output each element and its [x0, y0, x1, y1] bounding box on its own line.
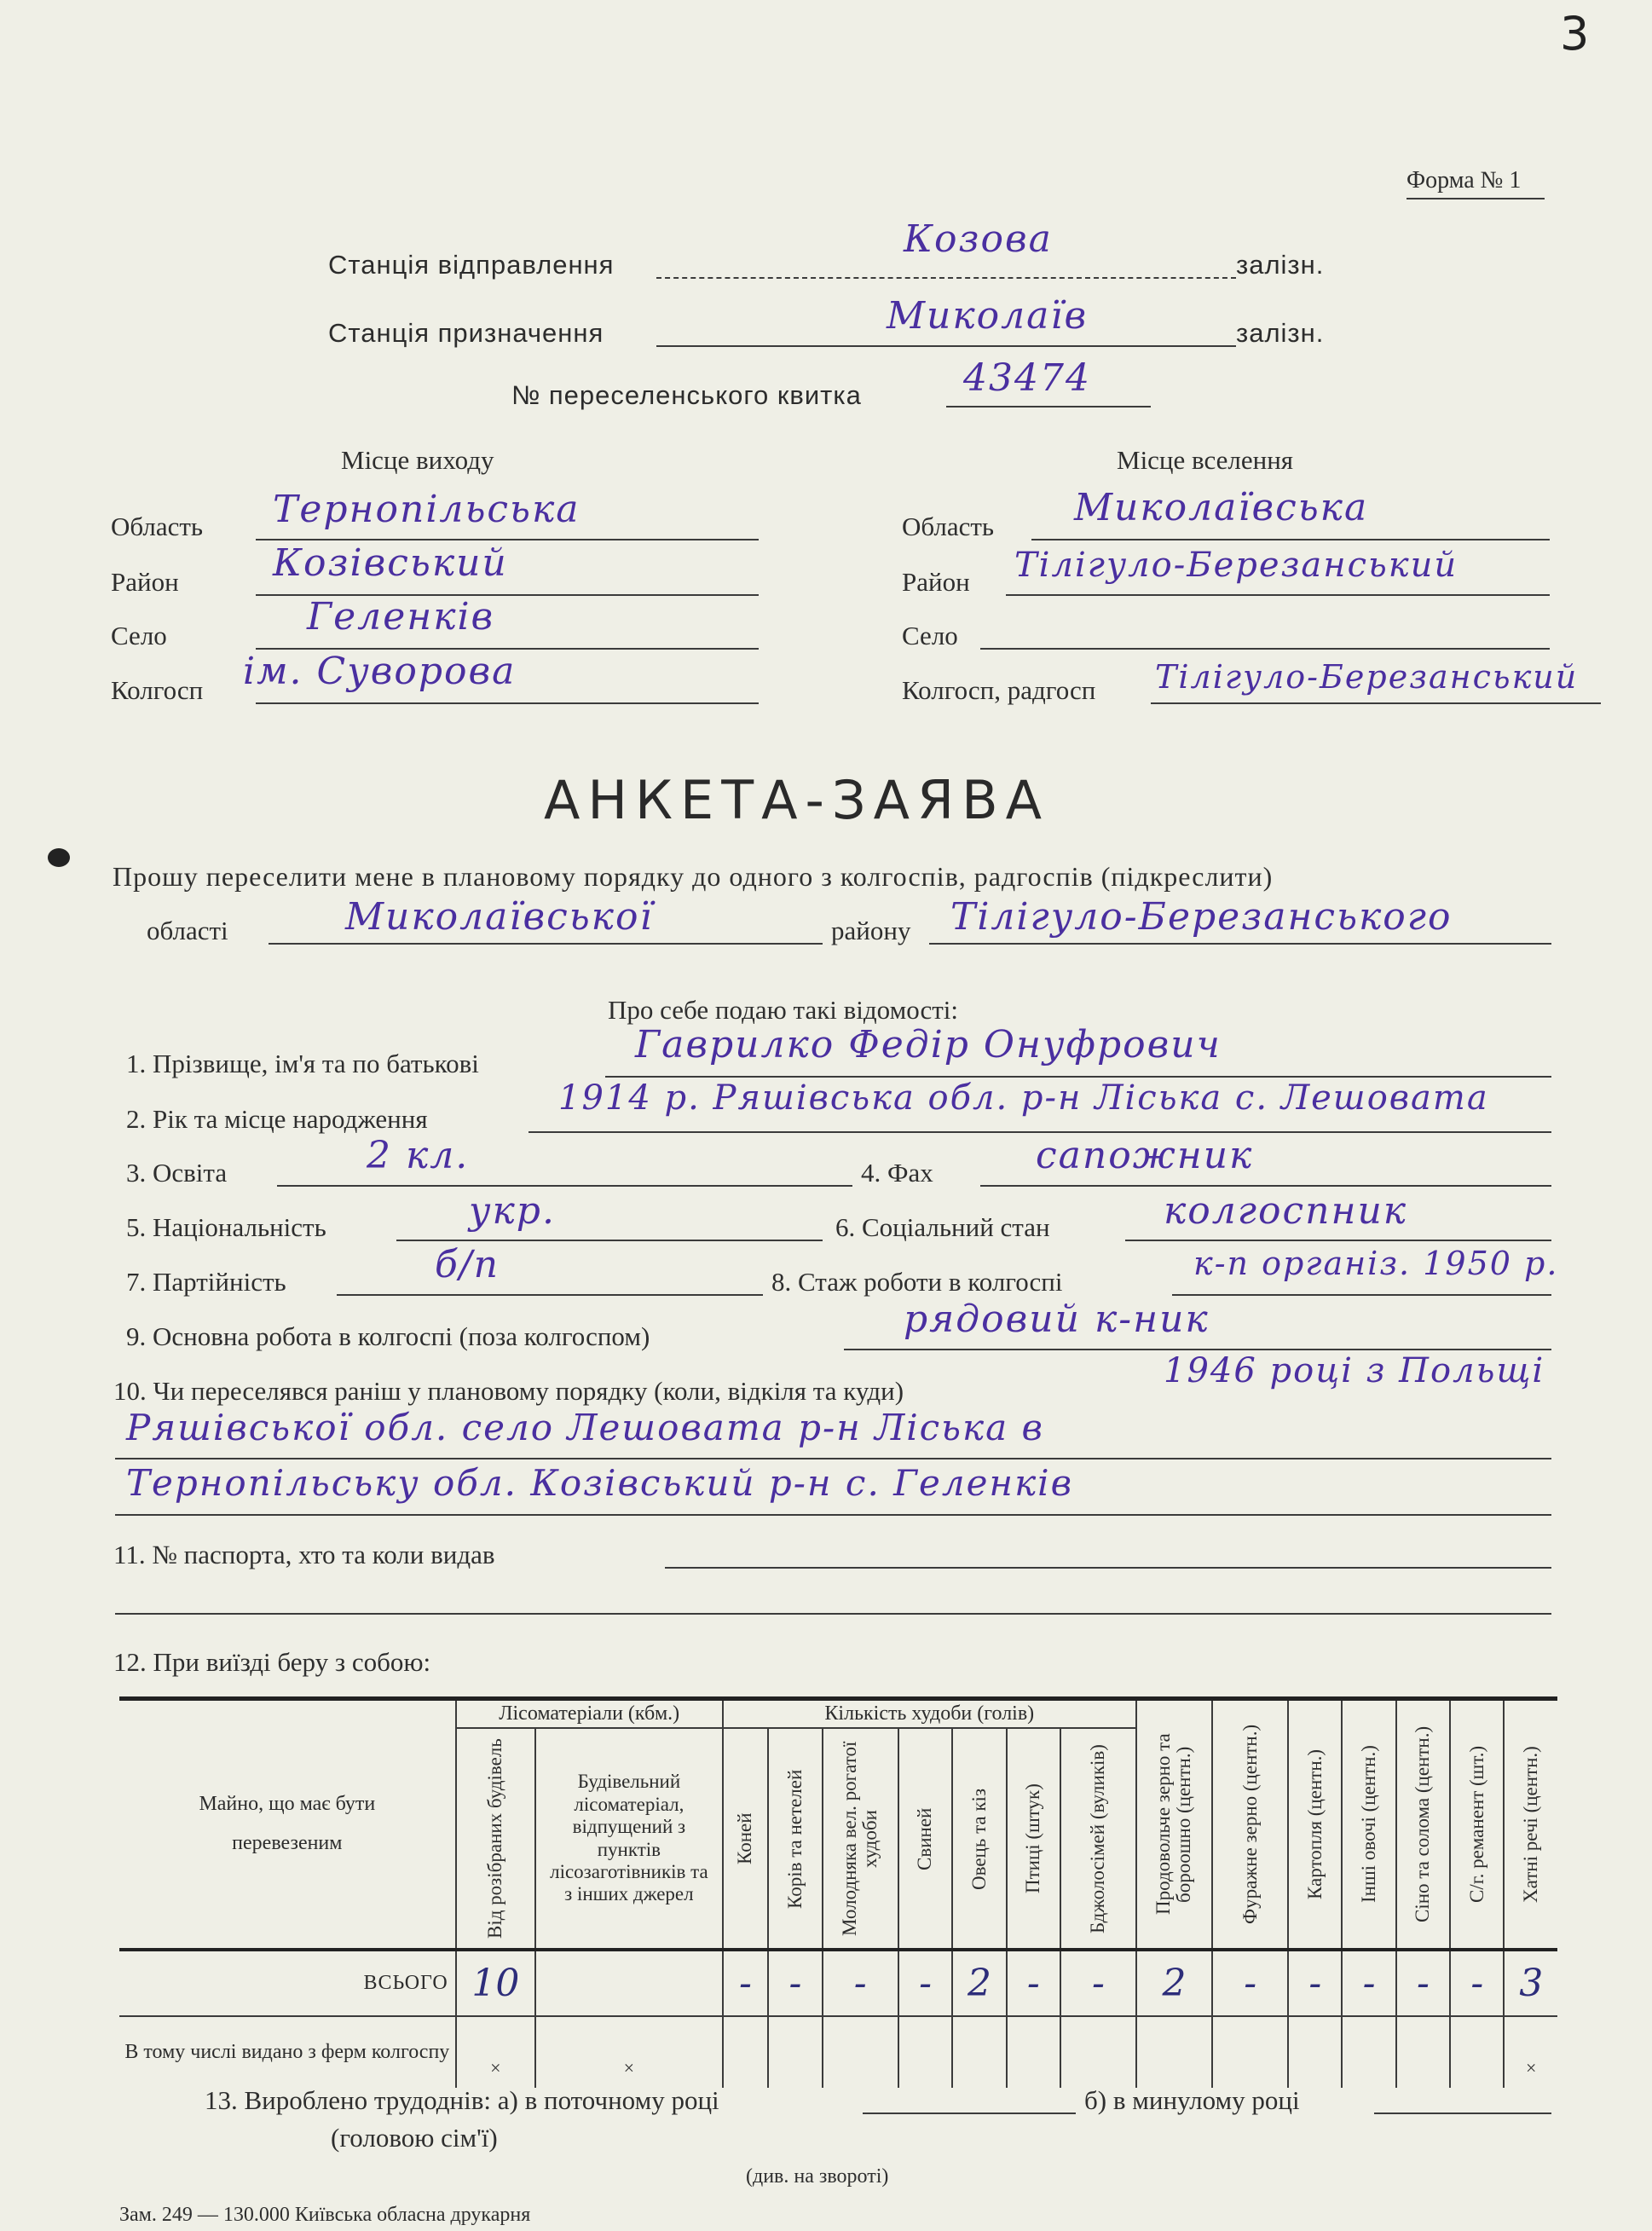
request-raion-value: Тілігуло-Березанського: [950, 895, 1453, 939]
col-horses: Коней: [723, 1728, 769, 1950]
table-cell: ×: [456, 2016, 535, 2088]
dest-kolhosp-label: Колгосп, радгосп: [902, 675, 1096, 705]
table-cell: [898, 2016, 952, 2088]
table-cell: -: [1060, 1950, 1136, 2016]
col-building-timber: Будівельний лісоматеріал, відпущений з пунктів лісозаготівників та з інших джерел: [535, 1728, 723, 1950]
field-11-label: 11. № паспорта, хто та коли видав: [113, 1540, 495, 1569]
request-oblast-label: області: [147, 916, 228, 945]
punch-hole: [48, 848, 70, 867]
destination-value: Миколаїв: [887, 294, 1089, 338]
belongings-table: [119, 1696, 1557, 2088]
departure-value: Козова: [904, 217, 1053, 261]
origin-selo-label: Село: [111, 621, 167, 650]
printer-footer: Зам. 249 — 130.000 Київська обласна друкарня: [119, 2204, 531, 2226]
field-3-value: 2 кл.: [367, 1134, 470, 1177]
field-2-value: 1914 р. Ряшівська обл. р-н Ліська с. Лешовата: [558, 1078, 1489, 1118]
table-cell: [1060, 2016, 1136, 2088]
field-6-value: колгоспник: [1164, 1189, 1408, 1233]
col-fodder: Фуражне зерно (центн.): [1212, 1699, 1288, 1951]
field-1-label: 1. Прізвище, ім'я та по батькові: [126, 1049, 479, 1078]
table-cell: [1288, 2016, 1342, 2088]
origin-oblast-value: Тернопільська: [273, 488, 581, 531]
request-text: Прошу переселити мене в плановому порядку до одного з колгоспів, радгоспів (підкреслити): [113, 861, 1274, 892]
table-cell: -: [823, 1950, 898, 2016]
table-cell: -: [898, 1950, 952, 2016]
workdays-sub: (головою сім'ї): [331, 2123, 498, 2153]
field-5-value: укр.: [469, 1189, 556, 1233]
table-cell: -: [1450, 1950, 1504, 2016]
table-cell: [823, 2016, 898, 2088]
table-cell: [1007, 2016, 1060, 2088]
table-cell: ×: [535, 2016, 723, 2088]
field-8-value: к-п організ. 1950 р.: [1193, 1245, 1559, 1282]
document-title: АНКЕТА-ЗАЯВА: [544, 769, 1050, 831]
table-cell: -: [1212, 1950, 1288, 2016]
field-9-label: 9. Основна робота в колгоспі (поза колгоспом): [126, 1321, 650, 1351]
table-cell: 2: [952, 1950, 1006, 2016]
turn-over-note: (див. на звороті): [746, 2165, 889, 2188]
field-2-label: 2. Рік та місце народження: [126, 1104, 428, 1134]
request-raion-label: району: [831, 916, 911, 945]
table-cell: [1212, 2016, 1288, 2088]
dest-raion-label: Район: [902, 567, 970, 597]
field-5-label: 5. Національність: [126, 1212, 326, 1242]
col-pigs: Свиней: [898, 1728, 952, 1950]
origin-kolhosp-label: Колгосп: [111, 675, 204, 705]
table-cell: [1136, 2016, 1212, 2088]
form-label: Форма № 1: [1407, 167, 1522, 194]
destination-label: Станція призначення: [328, 318, 604, 348]
table-cell: 2: [1136, 1950, 1212, 2016]
request-oblast-value: Миколаївської: [345, 895, 654, 939]
field-10-value-3: Тернопільську обл. Козівський р-н с. Геленків: [126, 1462, 1074, 1504]
col-food-grain: Продовольче зерно та бороошно (центн.): [1136, 1699, 1212, 1951]
row-farm-label: В тому числі видано з ферм колгоспу: [119, 2016, 456, 2088]
field-9-value: рядовий к-ник: [904, 1298, 1210, 1341]
table-cell: 3: [1504, 1950, 1557, 2016]
origin-raion-label: Район: [111, 567, 179, 597]
col-hay: Сіно та солома (центн.): [1396, 1699, 1450, 1951]
row-total-label: ВСЬОГО: [119, 1950, 456, 2016]
field-4-value: сапожник: [1036, 1134, 1254, 1177]
col-dismantled: Від розібраних будівель: [456, 1728, 535, 1950]
workdays-prev-label: б) в минулому році: [1084, 2085, 1300, 2115]
field-12-label: 12. При виїзді беру з собою:: [113, 1647, 431, 1677]
col-vegetables: Інші овочі (центн.): [1342, 1699, 1395, 1951]
table-row-total: [119, 1950, 1557, 2016]
field-3-label: 3. Освіта: [126, 1158, 228, 1188]
field-10-value-2: Ряшівської обл. село Лешовата р-н Ліська в: [126, 1407, 1044, 1448]
ticket-label: № переселенського квитка: [511, 380, 862, 410]
about-heading: Про себе подаю такі відомості:: [608, 995, 959, 1025]
table-cell: [1342, 2016, 1395, 2088]
origin-oblast-label: Область: [111, 512, 204, 541]
origin-raion-value: Козівський: [273, 541, 508, 585]
table-cell: ×: [1504, 2016, 1557, 2088]
table-cell: -: [768, 1950, 822, 2016]
table-cell: [1396, 2016, 1450, 2088]
field-6-label: 6. Соціальний стан: [835, 1212, 1050, 1242]
dest-raion-value: Тілігуло-Березанський: [1014, 546, 1458, 585]
table-cell: [535, 1950, 723, 2016]
table-cell: [768, 2016, 822, 2088]
col-sheep: Овець та кіз: [952, 1728, 1006, 1950]
destination-heading: Місце вселення: [1117, 445, 1294, 475]
table-cell: -: [1342, 1950, 1395, 2016]
group-timber: Лісоматеріали (кбм.): [456, 1699, 723, 1729]
page-number: 3: [1560, 7, 1590, 61]
table-cell: [1450, 2016, 1504, 2088]
col-property: Майно, що має бути перевезеним: [119, 1699, 456, 1951]
col-poultry: Птиці (штук): [1007, 1728, 1060, 1950]
field-7-value: б/п: [435, 1243, 500, 1286]
field-4-label: 4. Фах: [861, 1158, 933, 1188]
field-7-label: 7. Партійність: [126, 1267, 286, 1297]
rail-suffix-1: залізн.: [1236, 250, 1325, 280]
field-1-value: Гаврилко Федір Онуфрович: [635, 1023, 1222, 1066]
table-cell: -: [1288, 1950, 1342, 2016]
ticket-value: 43474: [963, 356, 1091, 400]
table-cell: -: [723, 1950, 769, 2016]
table-cell: -: [1007, 1950, 1060, 2016]
dest-selo-label: Село: [902, 621, 958, 650]
col-young-cattle: Молодняка вел. рогатої худоби: [823, 1728, 898, 1950]
rail-suffix-2: залізн.: [1236, 318, 1325, 348]
col-cows: Корів та нетелей: [768, 1728, 822, 1950]
field-10-label: 10. Чи переселявся раніш у плановому порядку (коли, відкіля та куди): [113, 1376, 904, 1406]
col-bees: Бджолосімей (вуликів): [1060, 1728, 1136, 1950]
table-cell: 10: [456, 1950, 535, 2016]
table-cell: -: [1396, 1950, 1450, 2016]
origin-heading: Місце виходу: [341, 445, 494, 475]
dest-oblast-label: Область: [902, 512, 995, 541]
origin-selo-value: Геленків: [307, 595, 495, 639]
field-8-label: 8. Стаж роботи в колгоспі: [771, 1267, 1063, 1297]
dest-oblast-value: Миколаївська: [1074, 486, 1369, 529]
group-cattle: Кількість худоби (голів): [723, 1699, 1136, 1729]
col-equipment: С/г. реманент (шт.): [1450, 1699, 1504, 1951]
field-10-value-1: 1946 році з Польщі: [1164, 1351, 1545, 1390]
col-household: Хатні речі (центн.): [1504, 1699, 1557, 1951]
departure-label: Станція відправлення: [328, 250, 615, 280]
origin-kolhosp-value: ім. Суворова: [243, 650, 517, 693]
table-row-farm: [119, 2016, 1557, 2088]
table-cell: [952, 2016, 1006, 2088]
workdays-label: 13. Вироблено трудоднів: а) в поточному році: [205, 2085, 719, 2115]
dest-kolhosp-value: Тілігуло-Березанський: [1155, 658, 1579, 696]
table-cell: [723, 2016, 769, 2088]
col-potato: Картопля (центн.): [1288, 1699, 1342, 1951]
